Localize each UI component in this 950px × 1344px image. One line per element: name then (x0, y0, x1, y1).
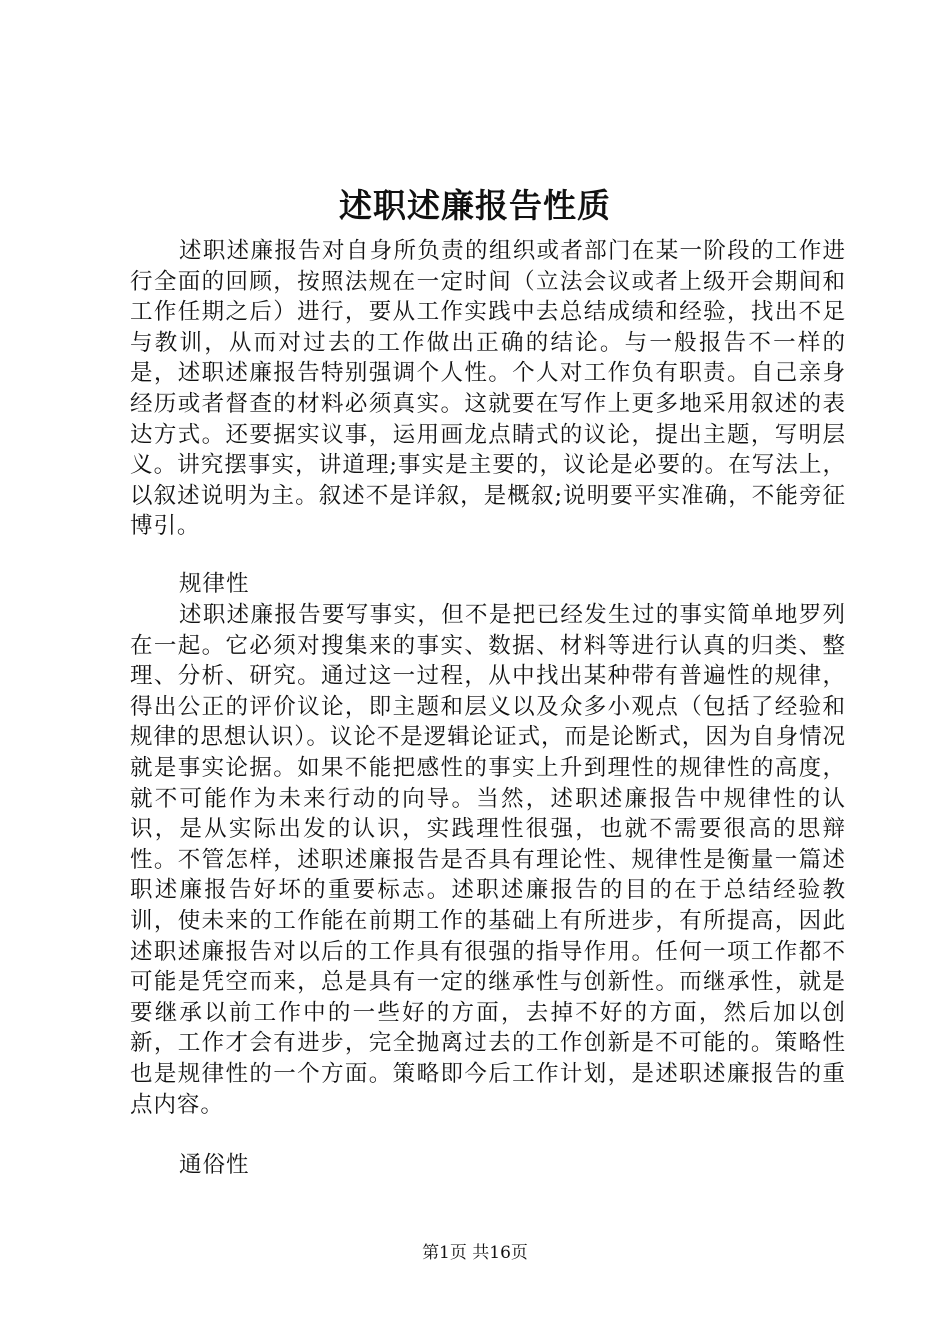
section-heading-regularity: 规律性 (179, 571, 250, 597)
paragraph-regularity: 述职述廉报告要写事实，但不是把已经发生过的事实简单地罗列在一起。它必须对搜集来的事实、数据、材料等进行认真的归类、整理、分析、研究。通过这一过程，从中找出某种带有普遍性的规律，得出公正的评价议论，即主题和层义以及众多小观点（包括了经验和规律的思想认识）。议论不是逻辑论证式，而是论断式，因为自身情况就是事实论据。如果不能把感性的事实上升到理性的规律性的高度，就不可能作为未来行动的向导。当然，述职述廉报告中规律性的认识，是从实际出发的认识，实践理性很强，也就不需要很高的思辩性。不管怎样，述职述廉报告是否具有理论性、规律性是衡量一篇述职述廉报告好坏的重要标志。述职述廉报告的目的在于总结经验教训，使未来的工作能在前期工作的基础上有所进步，有所提高，因此述职述廉报告对以后的工作具有很强的指导作用。任何一项工作都不可能是凭空而来，总是具有一定的继承性与创新性。而继承性，就是要继承以前工作中的一些好的方面，去掉不好的方面，然后加以创新，工作才会有进步，完全抛离过去的工作创新是不可能的。策略性也是规律性的一个方面。策略即今后工作计划，是述职述廉报告的重点内容。 (130, 602, 846, 1118)
paragraph-intro: 述职述廉报告对自身所负责的组织或者部门在某一阶段的工作进行全面的回顾，按照法规在一定时间（立法会议或者上级开会期间和工作任期之后）进行，要从工作实践中去总结成绩和经验，找出不足与教训，从而对过去的工作做出正确的结论。与一般报告不一样的是，述职述廉报告特别强调个人性。个人对工作负有职责。自己亲身经历或者督查的材料必须真实。这就要在写作上更多地采用叙述的表达方式。还要据实议事，运用画龙点睛式的议论，提出主题，写明层义。讲究摆事实，讲道理;事实是主要的，议论是必要的。在写法上，以叙述说明为主。叙述不是详叙，是概叙;说明要平实准确，不能旁征博引。 (130, 238, 846, 540)
section-heading-popularity: 通俗性 (179, 1152, 250, 1178)
document-title: 述职述廉报告性质 (339, 186, 611, 225)
page-number-footer: 第1页 共16页 (422, 1243, 528, 1263)
